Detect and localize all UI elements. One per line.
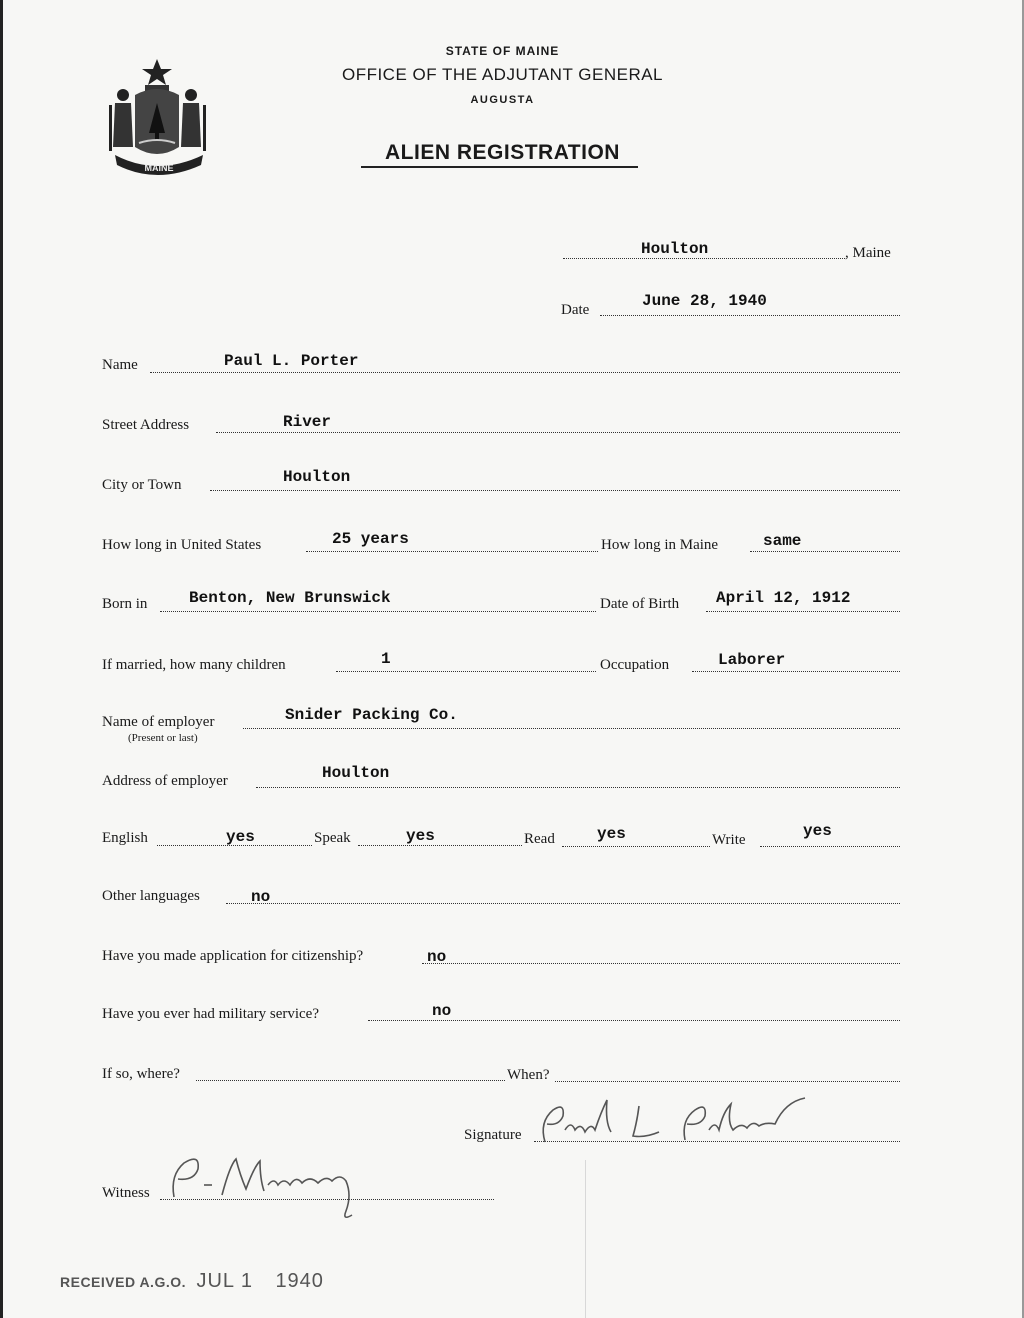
scan-edge-left <box>0 0 3 1318</box>
employer-sublabel: (Present or last) <box>128 732 198 744</box>
children-line <box>336 671 596 672</box>
military-value: no <box>432 1002 452 1020</box>
how-long-maine-label: How long in Maine <box>601 537 719 553</box>
witness-label: Witness <box>102 1185 150 1201</box>
form-title: ALIEN REGISTRATION <box>385 141 620 164</box>
write-value: yes <box>803 822 832 840</box>
occupation-value: Laborer <box>718 651 786 669</box>
date-label: Date <box>561 302 590 318</box>
state-seal-icon <box>105 55 213 183</box>
born-in-label: Born in <box>102 596 148 612</box>
read-value: yes <box>597 825 626 843</box>
read-label: Read <box>524 831 555 847</box>
how-long-maine-value: same <box>763 532 802 550</box>
speak-value: yes <box>406 827 435 845</box>
born-in-value: Benton, New Brunswick <box>189 589 391 607</box>
header-city: AUGUSTA <box>470 94 535 106</box>
employer-address-label: Address of employer <box>102 773 228 789</box>
header-office: OFFICE OF THE ADJUTANT GENERAL <box>341 65 664 84</box>
signature-label: Signature <box>464 1127 522 1143</box>
citizenship-line <box>422 963 900 964</box>
how-long-us-label: How long in United States <box>102 537 262 553</box>
how-long-maine-line <box>750 551 900 552</box>
read-line <box>562 846 710 847</box>
military-label: Have you ever had military service? <box>102 1006 319 1022</box>
where-label: If so, where? <box>102 1066 180 1082</box>
speak-line <box>358 845 522 846</box>
place-line <box>563 258 845 259</box>
other-languages-label: Other languages <box>102 888 200 904</box>
name-line <box>150 372 900 373</box>
dob-label: Date of Birth <box>600 596 680 612</box>
employer-address-line <box>256 787 900 788</box>
city-label: City or Town <box>102 477 182 493</box>
svg-text:MAINE: MAINE <box>144 163 174 173</box>
received-stamp-year: 1940 <box>275 1270 324 1292</box>
other-languages-value: no <box>251 888 271 906</box>
dob-line <box>706 611 900 612</box>
employer-line <box>243 728 900 729</box>
employer-label: Name of employer <box>102 714 215 730</box>
name-value: Paul L. Porter <box>224 352 359 370</box>
received-stamp-label: RECEIVED A.G.O. <box>60 1274 187 1290</box>
date-line <box>600 315 900 316</box>
street-value: River <box>283 413 332 431</box>
place-suffix: , Maine <box>845 245 891 261</box>
employer-value: Snider Packing Co. <box>285 706 458 724</box>
signature-handwriting <box>535 1092 815 1152</box>
military-line <box>368 1020 900 1021</box>
title-underline <box>361 166 638 168</box>
english-value: yes <box>226 828 255 846</box>
street-label: Street Address <box>102 417 190 433</box>
citizenship-value: no <box>427 948 447 966</box>
paper-fold-line <box>585 1160 586 1318</box>
dob-value: April 12, 1912 <box>716 589 851 607</box>
received-stamp <box>60 1270 324 1293</box>
city-line <box>210 490 900 491</box>
occupation-line <box>692 671 900 672</box>
employer-address-value: Houlton <box>322 764 390 782</box>
born-in-line <box>160 611 596 612</box>
other-languages-line <box>226 903 900 904</box>
children-value: 1 <box>381 650 391 668</box>
witness-handwriting <box>160 1145 390 1225</box>
how-long-us-line <box>306 551 598 552</box>
when-line <box>555 1081 900 1082</box>
citizenship-label: Have you made application for citizenship? <box>102 948 364 964</box>
when-label: When? <box>507 1067 550 1083</box>
english-label: English <box>102 830 148 846</box>
write-label: Write <box>712 832 746 848</box>
name-label: Name <box>102 357 138 373</box>
city-value: Houlton <box>283 468 351 486</box>
place-value: Houlton <box>641 240 709 258</box>
write-line <box>760 846 900 847</box>
header-state: STATE OF MAINE <box>445 44 560 58</box>
speak-label: Speak <box>314 830 351 846</box>
street-line <box>216 432 900 433</box>
children-label: If married, how many children <box>102 657 286 673</box>
occupation-label: Occupation <box>600 657 670 673</box>
date-value: June 28, 1940 <box>642 292 767 310</box>
how-long-us-value: 25 years <box>332 530 409 548</box>
where-line <box>196 1080 505 1081</box>
received-stamp-date: JUL 1 <box>196 1270 253 1292</box>
